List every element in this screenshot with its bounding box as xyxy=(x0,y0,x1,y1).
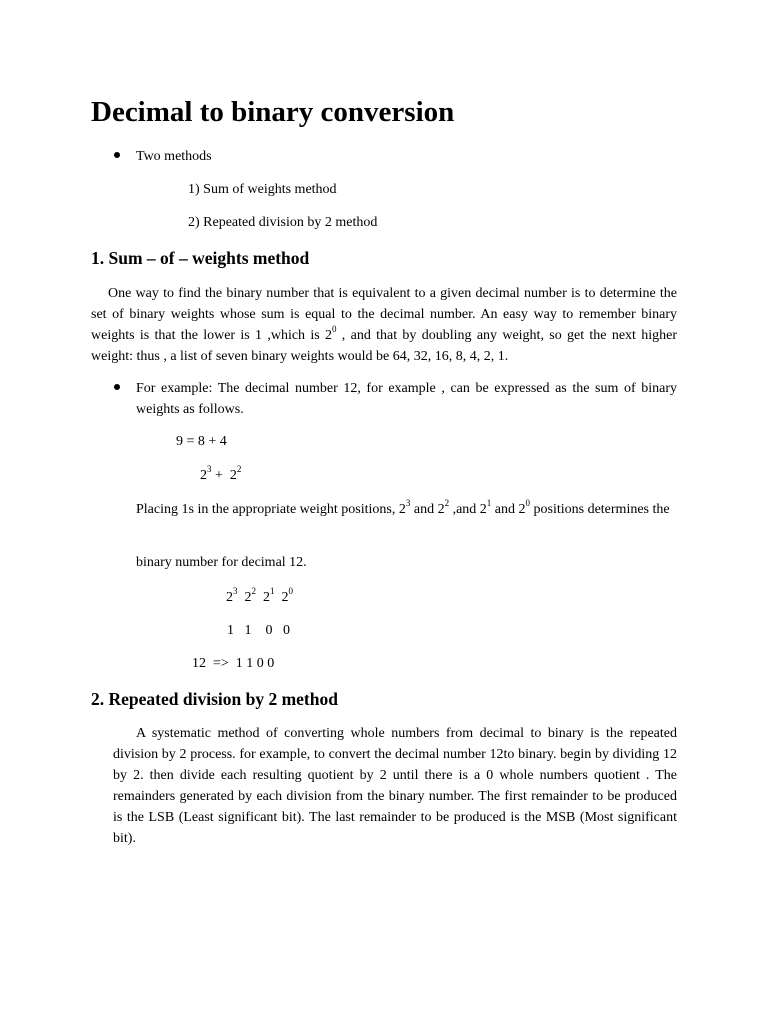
binary-bits-row: 1 1 0 0 xyxy=(227,623,290,638)
method-item-1: 1) Sum of weights method xyxy=(188,182,337,197)
weights-header: $2^3$ $2^2$ $2^1$ $2^0$ xyxy=(226,586,293,605)
placing-paragraph: Placing 1s in the appropriate weight positions, $2^3$ and $2^2$ ,and $2^1$ and $2^0$ positions determines the xyxy=(136,498,670,517)
bullet-icon xyxy=(114,152,120,158)
method-item-2: 2) Repeated division by 2 method xyxy=(188,215,378,230)
equation-line: 9 = 8 + 4 xyxy=(176,434,227,449)
conversion-result: 12 => 1 1 0 0 xyxy=(192,656,275,671)
bullet-icon xyxy=(114,384,120,390)
repeated-division-paragraph: A systematic method of converting whole numbers from decimal to binary is the repeated division by 2 process. for example, to convert the decimal number 12to binary. begin by dividing 12 by 2. then divide each resulting quotient by 2 until there is a 0 whole numbers quotient . The remainders generated by each division from the binary number. The first remainder to be produced is the LSB (Least significant bit). The last remainder to be produced is the MSB (Most significant bit). xyxy=(113,726,677,846)
intro-bullet-text: Two methods xyxy=(136,149,212,164)
example-bullet-text: For example: The decimal number 12, for example , can be expressed as the sum of binary weights as follows. xyxy=(136,381,677,417)
section-heading-repeated-division: 2. Repeated division by 2 method xyxy=(91,689,338,709)
page-title: Decimal to binary conversion xyxy=(91,96,455,128)
section-heading-sum-of-weights: 1. Sum – of – weights method xyxy=(91,248,310,268)
sum-of-weights-paragraph: One way to find the binary number that is equivalent to a given decimal number is to determine the set of binary weights whose sum is equal to the decimal number. An easy way to remember binary weights is that the lower is 1 ,which is $2^0$ , and that by doubling any weight, so get the next higher weight: thus , a list of seven binary weights would be 64, 32, 16, 8, 4, 2, 1. xyxy=(91,286,677,364)
binary-for-decimal-text: binary number for decimal 12. xyxy=(136,555,307,570)
powers-line: $2^3 + 2^2$ xyxy=(200,464,242,483)
